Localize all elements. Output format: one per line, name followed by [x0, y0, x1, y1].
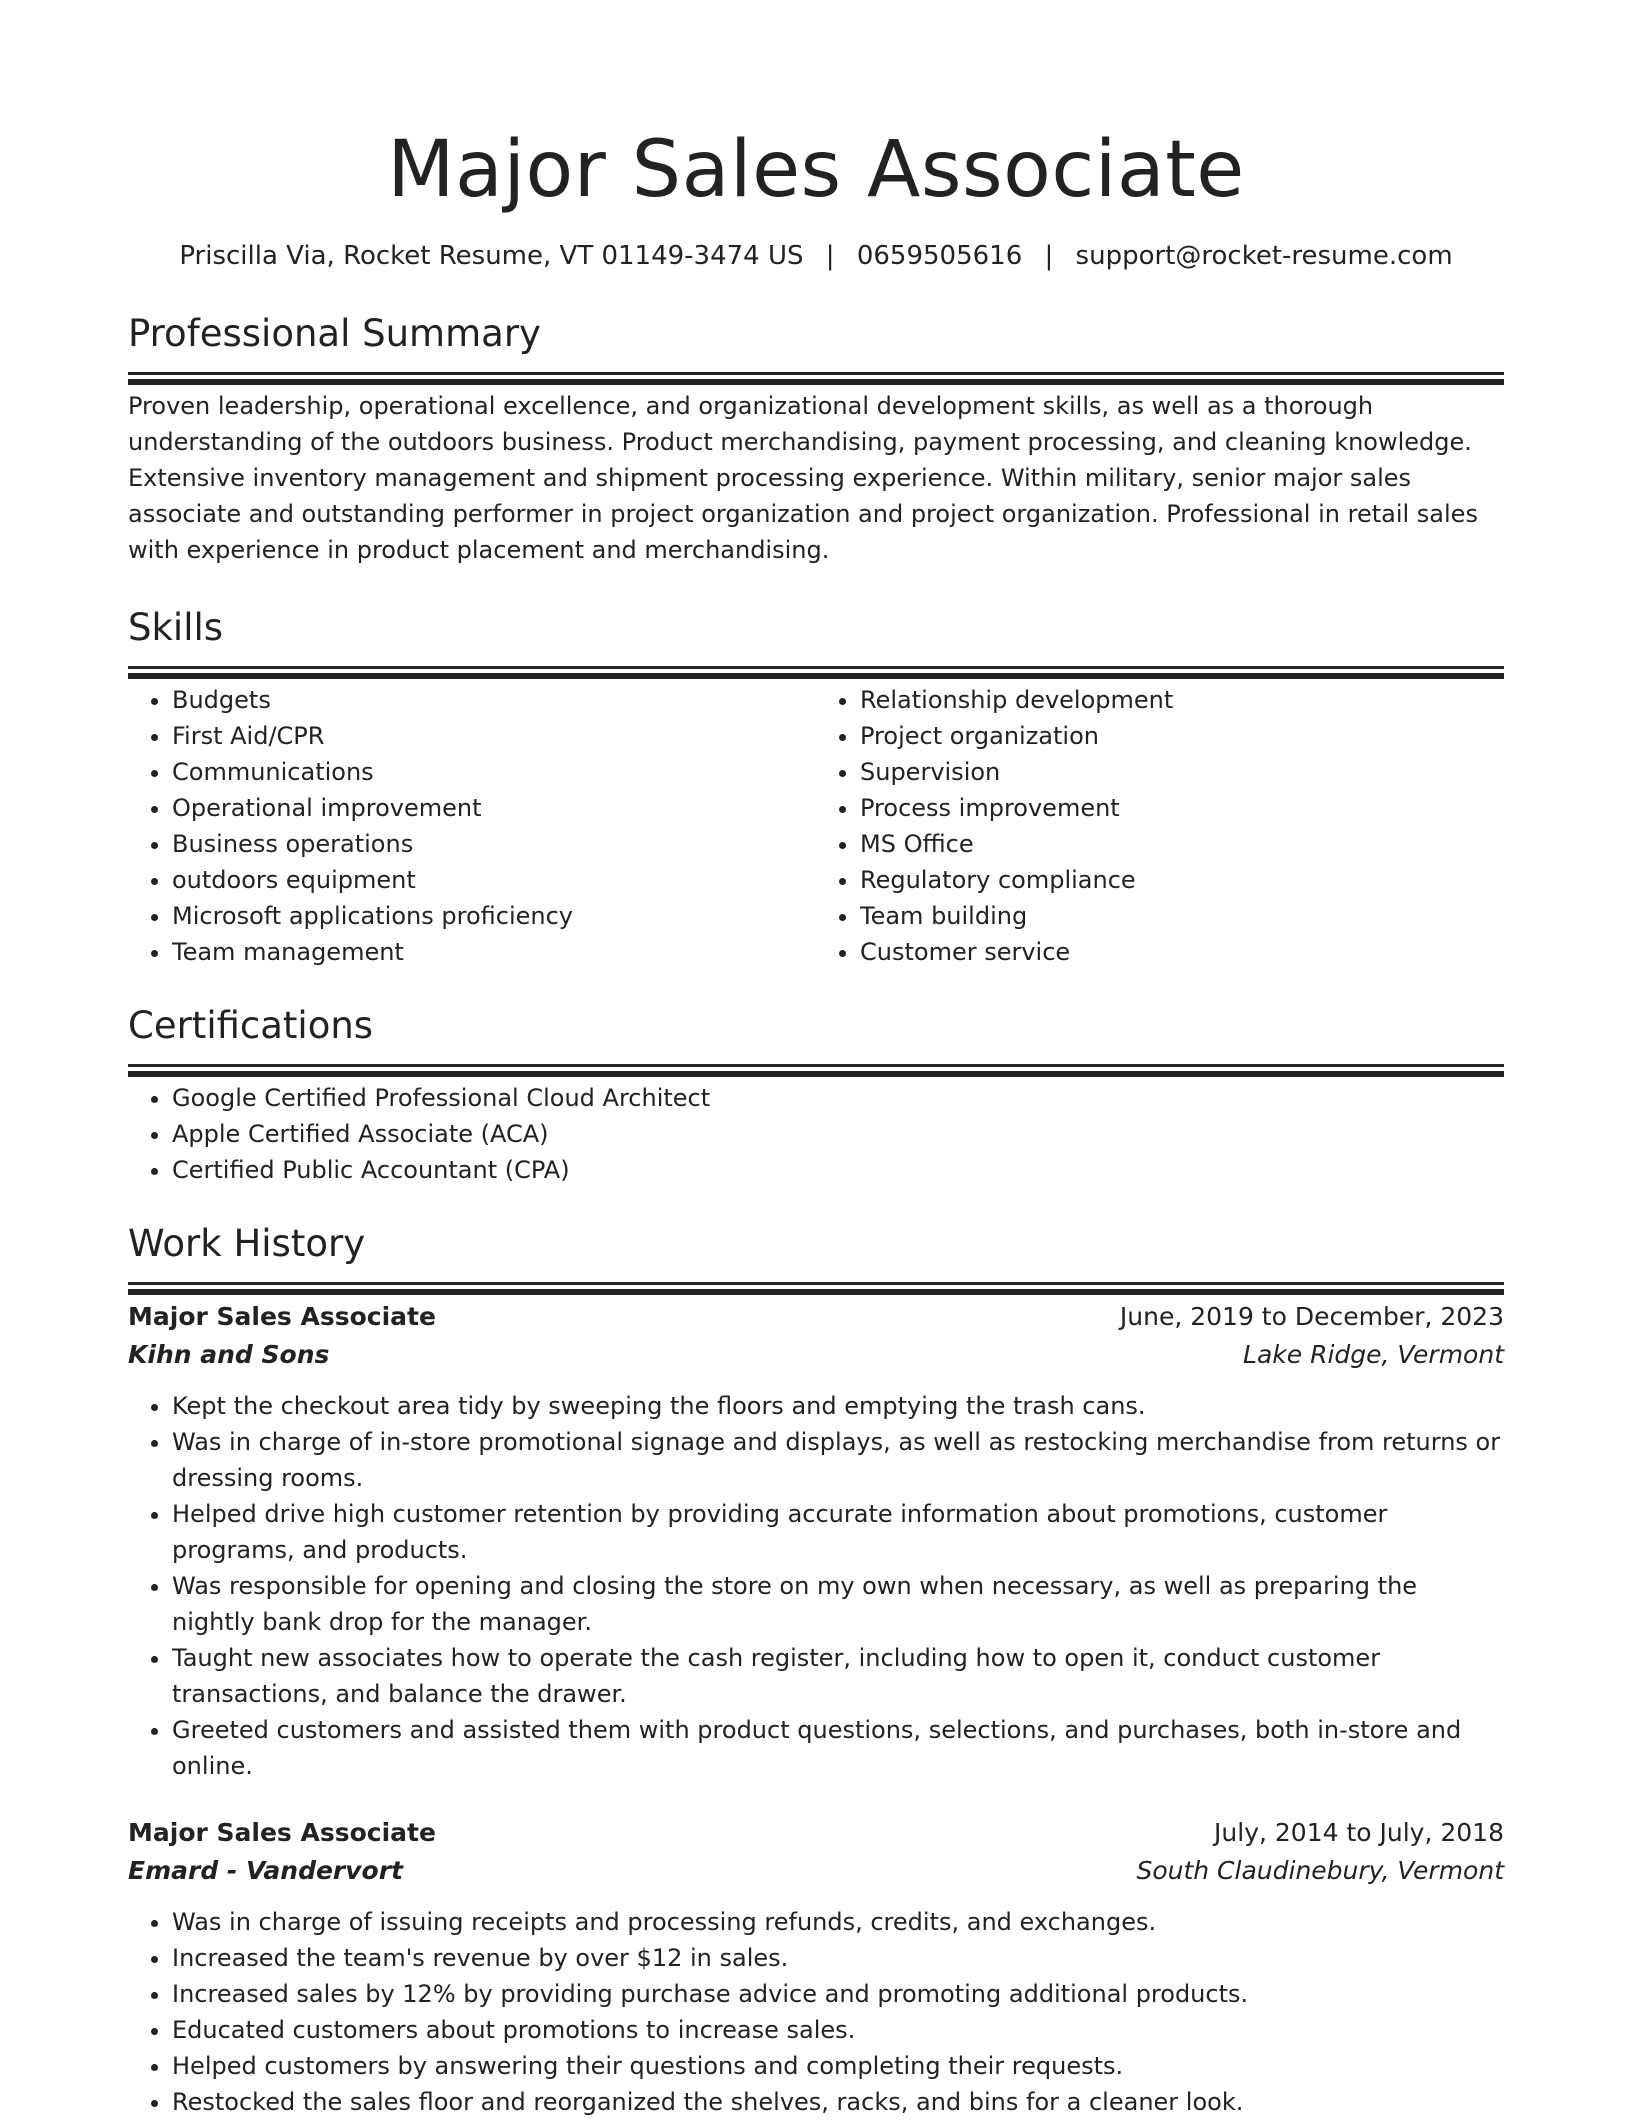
section-title-summary: Professional Summary: [128, 312, 541, 355]
skill-item: • First Aid/CPR: [172, 718, 816, 754]
job-location: South Claudinebury, Vermont: [1136, 1856, 1504, 1885]
contact-phone: 0659505616: [856, 241, 1023, 271]
skill-item: • Communications: [172, 754, 816, 790]
skills-list-left: [128, 682, 816, 970]
section-title-work-history: Work History: [128, 1222, 366, 1265]
skill-item: • Budgets: [172, 682, 816, 718]
job-location: Lake Ridge, Vermont: [1243, 1340, 1504, 1369]
section-divider: [128, 666, 1504, 669]
job-bullet: • Increased sales by 12% by providing purchase advice and promoting additional products.: [172, 1976, 1504, 2012]
summary-section: [128, 310, 1504, 568]
skill-item: • outdoors equipment: [172, 862, 816, 898]
skills-list-right: [816, 682, 1504, 970]
certification-item: • Certified Public Accountant (CPA): [172, 1152, 1504, 1188]
work-history-section: [128, 1220, 1504, 2120]
skill-item: • Business operations: [172, 826, 816, 862]
job-header: [128, 1814, 1504, 1852]
resume-name: Major Sales Associate: [387, 125, 1245, 215]
job-entry: [128, 1298, 1504, 1784]
job-bullet: • Was responsible for opening and closing the store on my own when necessary, as well as preparing the nightly bank drop for the manager.: [172, 1568, 1504, 1640]
job-title: Major Sales Associate: [128, 1818, 436, 1847]
skills-columns: [128, 682, 1504, 970]
certification-item: • Google Certified Professional Cloud Architect: [172, 1080, 1504, 1116]
contact-line: [128, 238, 1504, 274]
skill-item: • Supervision: [860, 754, 1504, 790]
job-subheader: [128, 1852, 1504, 1890]
skill-item: • Customer service: [860, 934, 1504, 970]
job-entry: [128, 1814, 1504, 2120]
contact-separator: |: [825, 241, 835, 271]
job-header: [128, 1298, 1504, 1336]
contact-separator: |: [1044, 241, 1054, 271]
job-bullet: • Restocked the sales floor and reorganized the shelves, racks, and bins for a cleaner look.: [172, 2084, 1504, 2120]
job-bullet: • Helped drive high customer retention by providing accurate information about promotions, customer programs, and products.: [172, 1496, 1504, 1568]
section-title-certifications: Certifications: [128, 1004, 374, 1047]
job-bullet: • Helped customers by answering their questions and completing their requests.: [172, 2048, 1504, 2084]
job-bullet: • Kept the checkout area tidy by sweeping the floors and emptying the trash cans.: [172, 1388, 1504, 1424]
section-divider: [128, 372, 1504, 375]
certification-item: • Apple Certified Associate (ACA): [172, 1116, 1504, 1152]
section-title-skills: Skills: [128, 606, 224, 649]
job-title: Major Sales Associate: [128, 1302, 436, 1331]
job-bullets: [128, 1904, 1504, 2120]
job-subheader: [128, 1336, 1504, 1374]
skill-item: • Operational improvement: [172, 790, 816, 826]
contact-address: Priscilla Via, Rocket Resume, VT 01149-3474 US: [179, 241, 804, 271]
skill-item: • Regulatory compliance: [860, 862, 1504, 898]
summary-text: Proven leadership, operational excellence, and organizational development skills, as well as a thorough understanding of the outdoors business. Product merchandising, payment processing, and cleaning knowledge. Extensive inventory management and shipment processing experience. Within military, senior major sales associate and outstanding performer in project organization and project organization. Professional in retail sales with experience in product placement and merchandising.: [128, 392, 1478, 564]
job-dates: July, 2014 to July, 2018: [1214, 1818, 1504, 1847]
skill-item: • Process improvement: [860, 790, 1504, 826]
skill-item: • Team building: [860, 898, 1504, 934]
job-bullet: • Greeted customers and assisted them with product questions, selections, and purchases, both in-store and online.: [172, 1712, 1504, 1784]
job-company: Kihn and Sons: [128, 1340, 330, 1369]
job-company: Emard - Vandervort: [128, 1856, 404, 1885]
skill-item: • MS Office: [860, 826, 1504, 862]
section-divider: [128, 1282, 1504, 1285]
job-bullet: • Was in charge of issuing receipts and processing refunds, credits, and exchanges.: [172, 1904, 1504, 1940]
job-bullet: • Educated customers about promotions to increase sales.: [172, 2012, 1504, 2048]
skill-item: • Microsoft applications proficiency: [172, 898, 816, 934]
skill-item: • Relationship development: [860, 682, 1504, 718]
certifications-list: [128, 1080, 1504, 1188]
contact-email: support@rocket-resume.com: [1075, 241, 1453, 271]
job-bullet: • Increased the team's revenue by over $12 in sales.: [172, 1940, 1504, 1976]
certifications-section: [128, 1002, 1504, 1188]
section-divider: [128, 1064, 1504, 1067]
job-bullets: [128, 1388, 1504, 1784]
skills-section: [128, 604, 1504, 970]
job-dates: June, 2019 to December, 2023: [1119, 1302, 1504, 1331]
skill-item: • Project organization: [860, 718, 1504, 754]
job-bullet: • Taught new associates how to operate the cash register, including how to open it, conduct customer transactions, and balance the drawer.: [172, 1640, 1504, 1712]
job-bullet: • Was in charge of in-store promotional signage and displays, as well as restocking merchandise from returns or dressing rooms.: [172, 1424, 1504, 1496]
skill-item: • Team management: [172, 934, 816, 970]
resume-page: [128, 0, 1504, 2120]
